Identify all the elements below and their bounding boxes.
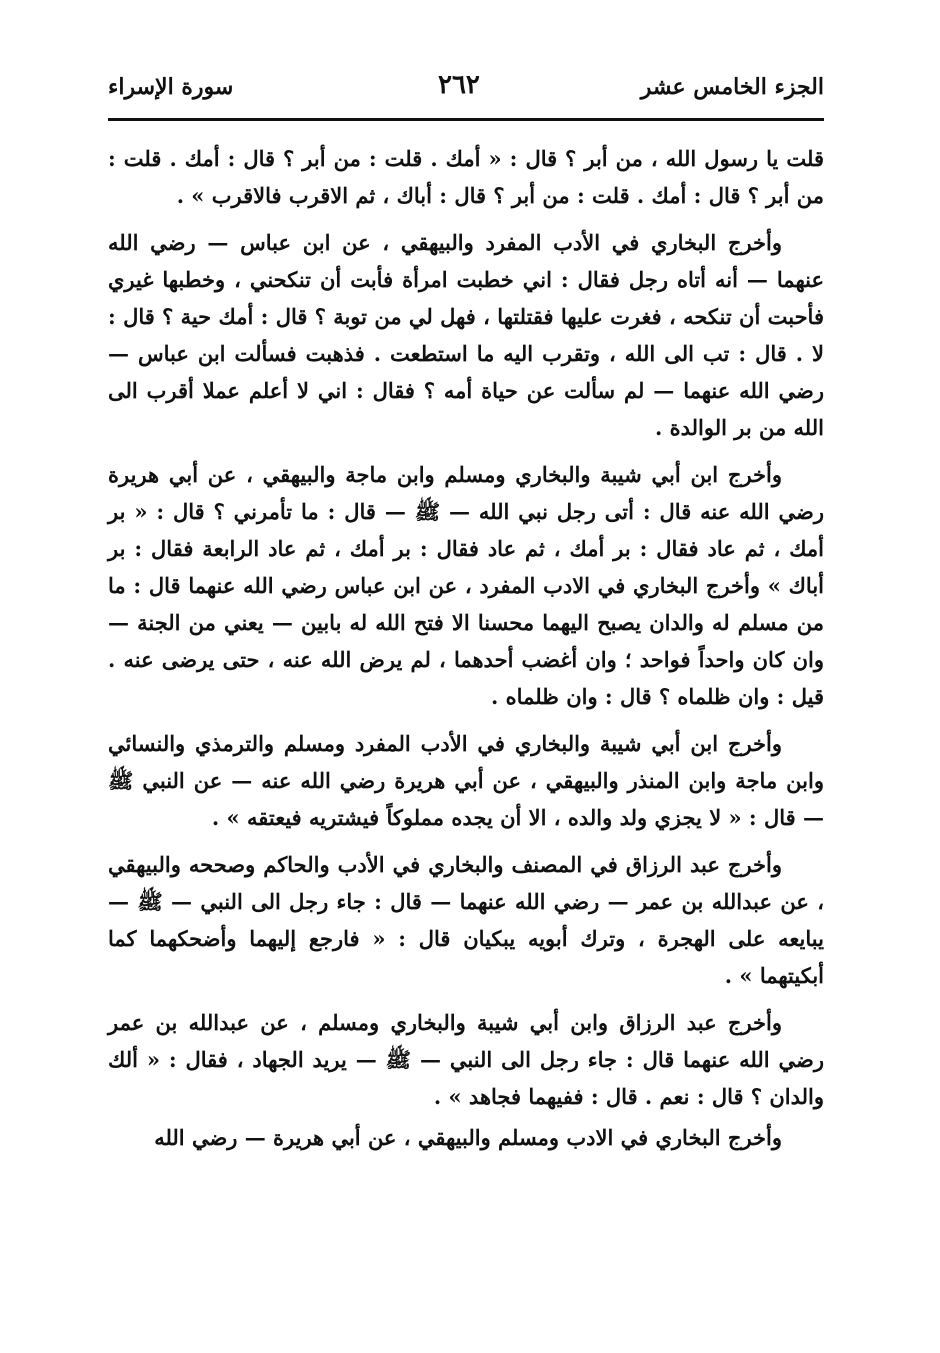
part-title: الجزء الخامس عشر: [640, 74, 824, 100]
page-number: ٢٦٢: [438, 70, 480, 100]
paragraph: قلت يا رسول الله ، من أبر ؟ قال : « أمك . قلت : من أبر ؟ قال : أمك . قلت : من أبر ؟ قال : أمك . قلت : من أبر ؟ قال : أباك ، ثم الاقرب فالاقرب » .: [108, 146, 824, 208]
paragraph: وأخرج عبد الرزاق وابن أبي شيبة والبخاري ومسلم ، عن عبدالله بن عمر رضي الله عنهما قال : جاء رجل الى النبي — ﷺ — يريد الجهاد ، فقال : « ألك والدان ؟ قال : نعم . قال : ففيهما فجاهد » .: [108, 1010, 824, 1109]
paragraph: وأخرج ابن أبي شيبة والبخاري ومسلم وابن ماجة والبيهقي ، عن أبي هريرة رضي الله عنه قال : أتى رجل نبي الله — ﷺ — قال : ما تأمرني ؟ قال : « بر أمك ، ثم عاد فقال : بر أمك ، ثم عاد فقال : بر أمك ، ثم عاد الرابعة فقال : بر أباك » وأخرج البخاري في الادب المفرد ، عن ابن عباس رضي الله عنهما قال : ما من مسلم له والدان يصبح اليهما محسنا الا فتح الله له بابين — يعني من الجنة — وان كان واحداً فواحد ؛ وان أغضب أحدهما ، لم يرض الله عنه ، حتى يرضى عنه . قيل : وان ظلماه ؟ قال : وان ظلماه .: [108, 462, 824, 709]
paragraph: وأخرج البخاري في الادب ومسلم والبيهقي ، عن أبي هريرة — رضي الله: [154, 1125, 782, 1150]
page-header: [108, 66, 824, 114]
header-divider: [108, 118, 824, 121]
surah-title: سورة الإسراء: [108, 74, 234, 100]
paragraph: وأخرج ابن أبي شيبة والبخاري في الأدب المفرد ومسلم والترمذي والنسائي وابن ماجة وابن المنذر والبيهقي ، عن أبي هريرة رضي الله عنه — عن النبي ﷺ — قال : « لا يجزي ولد والده ، الا أن يجده مملوكاً فيشتريه فيعتقه » .: [108, 731, 824, 830]
paragraph: وأخرج البخاري في الأدب المفرد والبيهقي ، عن ابن عباس — رضي الله عنهما — أنه أتاه رجل فقال : اني خطبت امرأة فأبت أن تنكحني ، وخطبها غيري فأحبت أن تنكحه ، فغرت عليها فقتلتها ، فهل لي من توبة ؟ قال : أمك حية ؟ قال : لا . قال : تب الى الله ، وتقرب اليه ما استطعت . فذهبت فسألت ابن عباس — رضي الله عنهما — لم سألت عن حياة أمه ؟ فقال : اني لا أعلم عملا أقرب الى الله من بر الوالدة .: [108, 230, 824, 440]
paragraph: وأخرج عبد الرزاق في المصنف والبخاري في الأدب والحاكم وصححه والبيهقي ، عن عبدالله بن عمر — رضي الله عنهما — قال : جاء رجل الى النبي — ﷺ — يبايعه على الهجرة ، وترك أبويه يبكيان قال : « فارجع إليهما وأضحكهما كما أبكيتهما » .: [108, 852, 824, 988]
page-body: [108, 140, 824, 1166]
